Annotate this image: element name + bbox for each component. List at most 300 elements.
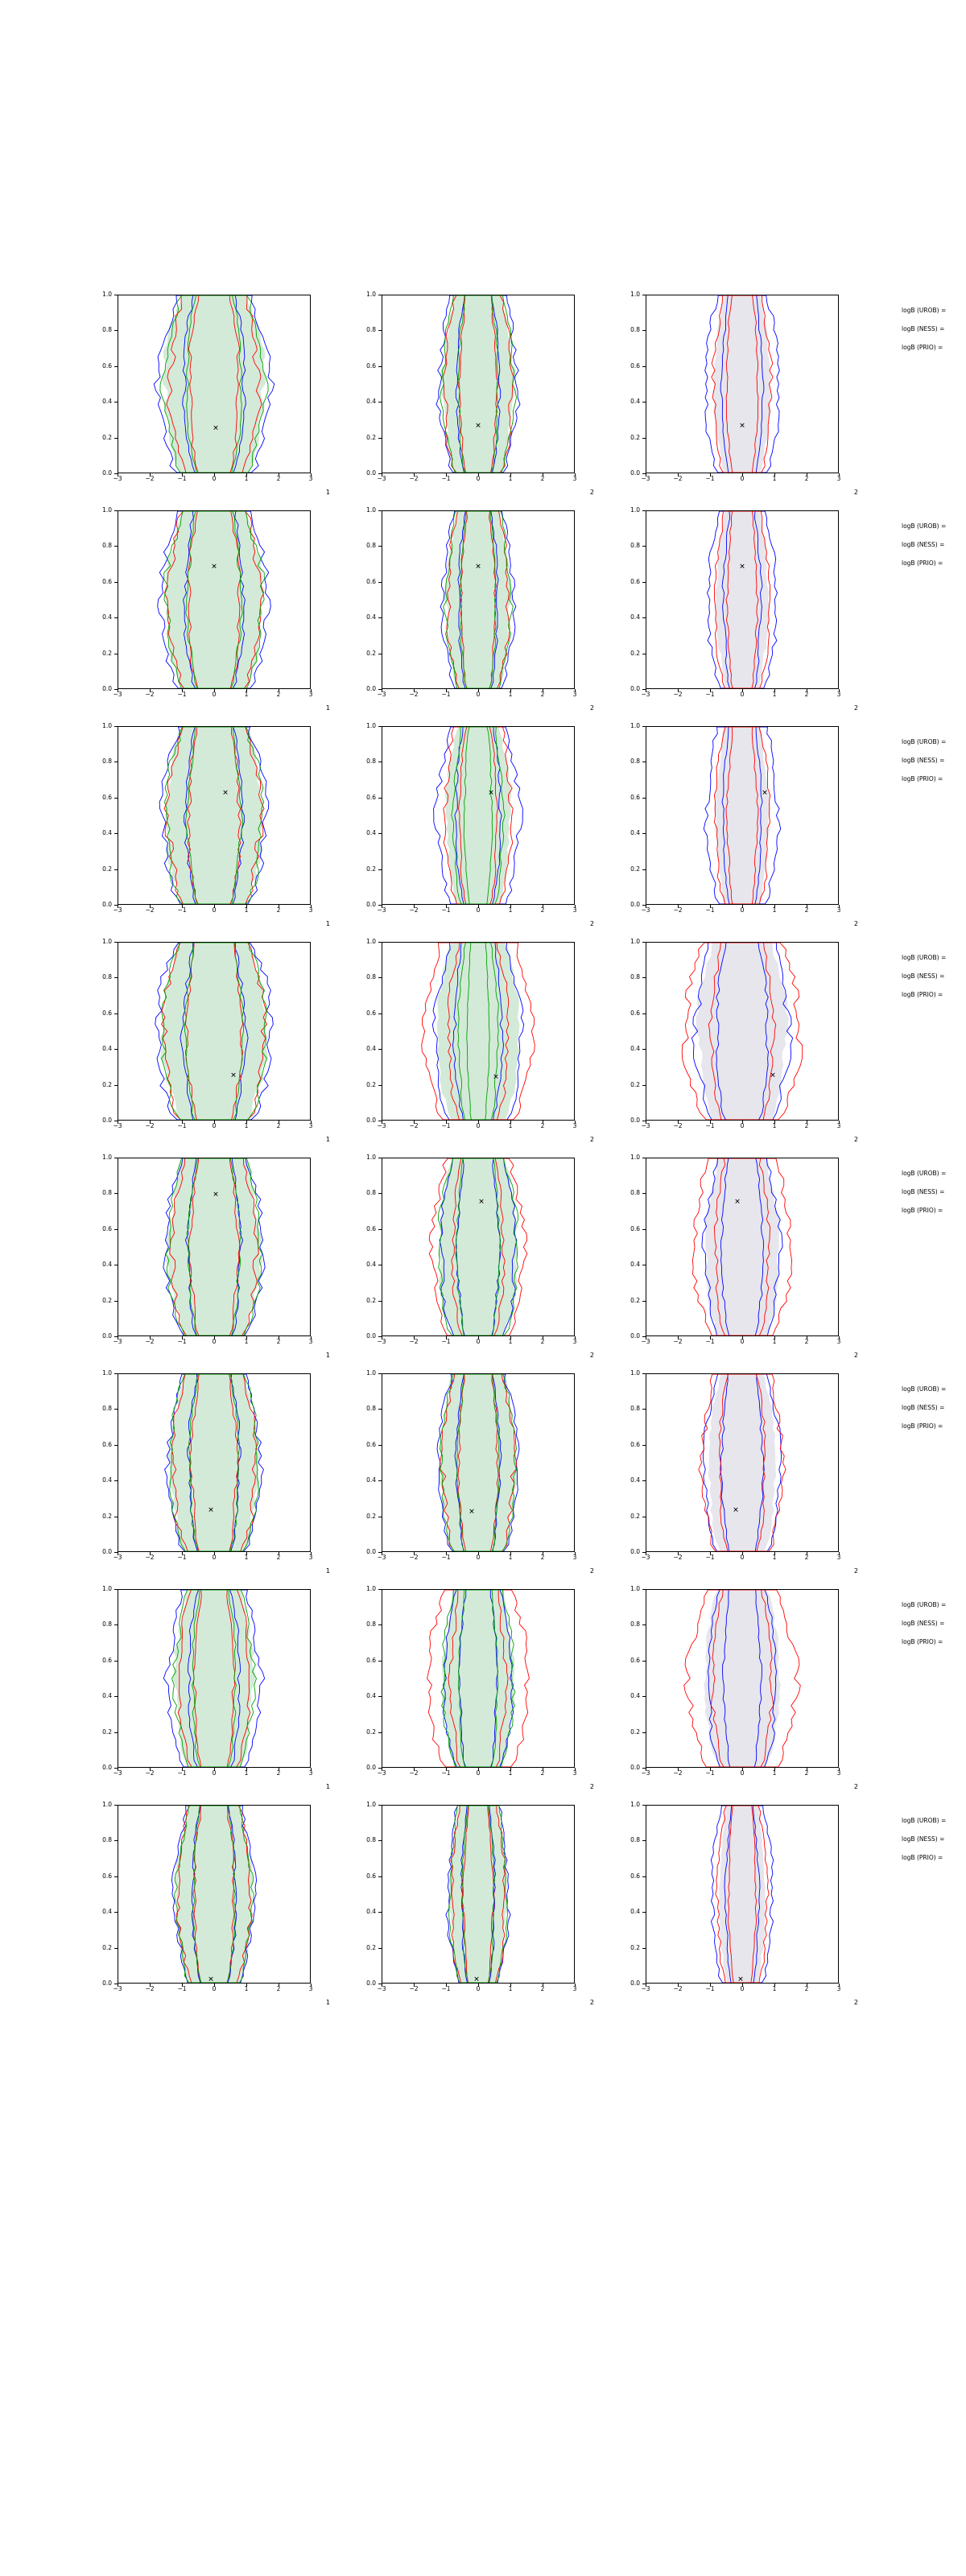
panel-label: 2 bbox=[589, 1136, 594, 1143]
x-tick-label: 0 bbox=[740, 906, 745, 914]
y-tick-label: 1.0 bbox=[366, 1801, 376, 1808]
x-tick-label: 0 bbox=[740, 691, 745, 698]
x-tick-label: −1 bbox=[441, 1338, 451, 1345]
x-tick-label: −2 bbox=[145, 1122, 155, 1129]
y-tick-label: 0.6 bbox=[102, 1656, 112, 1664]
panel-label: 1 bbox=[325, 1567, 330, 1575]
y-tick-label: 0.8 bbox=[102, 973, 112, 981]
y-tick-label: 0.4 bbox=[630, 1045, 640, 1053]
y-tick-label: 0.2 bbox=[630, 865, 640, 873]
plot-area bbox=[646, 726, 839, 905]
x-tick-label: 3 bbox=[308, 475, 313, 482]
legend-line-urob: logB (UROB) = bbox=[902, 307, 947, 314]
legend-line-prio: logB (PRIO) = bbox=[902, 1422, 943, 1430]
y-tick-label: 0.2 bbox=[630, 1943, 640, 1951]
y-tick-label: 1.0 bbox=[102, 1585, 112, 1592]
plot-area bbox=[646, 942, 839, 1121]
y-tick-label: 0.6 bbox=[102, 1872, 112, 1880]
x-tick-label: 2 bbox=[804, 691, 809, 698]
x-axis-tick-labels bbox=[377, 1985, 577, 1996]
truth-marker-x: ✕ bbox=[208, 1506, 214, 1515]
x-tick-label: 2 bbox=[276, 1122, 281, 1129]
x-tick-label: −1 bbox=[177, 691, 187, 698]
x-tick-label: −2 bbox=[145, 1554, 155, 1561]
contour-panel-r2c2 bbox=[359, 506, 601, 721]
panel-label: 2 bbox=[853, 1136, 858, 1143]
x-tick-label: 1 bbox=[244, 1338, 249, 1345]
x-tick-label: 2 bbox=[804, 906, 809, 914]
plot-area bbox=[118, 726, 311, 905]
legend-line-prio: logB (PRIO) = bbox=[902, 1854, 943, 1861]
x-axis-tick-labels bbox=[113, 906, 313, 918]
y-tick-label: 0.8 bbox=[102, 1189, 112, 1197]
x-tick-label: 0 bbox=[212, 475, 217, 482]
x-tick-label: 2 bbox=[804, 1554, 809, 1561]
y-tick-label: 0.4 bbox=[102, 1908, 112, 1916]
y-tick-label: 0.8 bbox=[630, 1620, 640, 1629]
y-tick-label: 1.0 bbox=[630, 1585, 640, 1592]
y-tick-label: 0.0 bbox=[366, 1117, 376, 1124]
x-tick-label: −2 bbox=[673, 1985, 683, 1992]
legend-line-urob: logB (UROB) = bbox=[902, 1385, 947, 1393]
panel-legend bbox=[902, 1600, 966, 1656]
y-axis-tick-labels bbox=[623, 938, 642, 1124]
y-axis-tick-labels bbox=[623, 722, 642, 908]
legend-line-prio: logB (PRIO) = bbox=[902, 559, 943, 567]
truth-marker-x: ✕ bbox=[734, 1198, 741, 1206]
y-tick-label: 0.6 bbox=[630, 1009, 640, 1017]
y-tick-label: 1.0 bbox=[630, 1369, 640, 1377]
x-tick-label: 3 bbox=[572, 1122, 577, 1129]
y-tick-label: 0.4 bbox=[630, 1476, 640, 1484]
y-tick-label: 0.4 bbox=[366, 1045, 376, 1053]
x-tick-label: −2 bbox=[409, 1122, 419, 1129]
y-tick-label: 0.4 bbox=[366, 1692, 376, 1700]
legend-line-ness: logB (NESS) = bbox=[902, 1404, 945, 1411]
x-tick-label: 2 bbox=[804, 1338, 809, 1345]
y-tick-label: 0.0 bbox=[102, 1332, 112, 1340]
x-tick-label: 2 bbox=[276, 691, 281, 698]
plot-area bbox=[118, 510, 311, 689]
x-axis-tick-labels bbox=[641, 1338, 841, 1349]
x-axis-tick-labels bbox=[377, 1122, 577, 1133]
y-tick-label: 0.8 bbox=[630, 542, 640, 550]
y-tick-label: 0.8 bbox=[630, 1189, 640, 1197]
panel-legend bbox=[902, 522, 966, 577]
x-axis-tick-labels bbox=[113, 475, 313, 486]
y-tick-label: 0.8 bbox=[102, 1405, 112, 1413]
y-tick-label: 0.8 bbox=[366, 758, 376, 766]
y-tick-label: 0.2 bbox=[630, 1296, 640, 1304]
legend-line-ness: logB (NESS) = bbox=[902, 1620, 945, 1627]
y-axis-tick-labels bbox=[359, 1801, 378, 1987]
x-axis-tick-labels bbox=[641, 1554, 841, 1565]
x-tick-label: 3 bbox=[308, 1769, 313, 1777]
contour-panel-r3c3 bbox=[623, 721, 865, 937]
y-tick-label: 0.2 bbox=[102, 1943, 112, 1951]
y-tick-label: 0.4 bbox=[102, 1692, 112, 1700]
plot-area bbox=[118, 1589, 311, 1768]
x-tick-label: −2 bbox=[145, 906, 155, 914]
x-tick-label: 3 bbox=[308, 1554, 313, 1561]
y-tick-label: 0.8 bbox=[366, 542, 376, 550]
x-tick-label: 2 bbox=[276, 1769, 281, 1777]
y-tick-label: 0.2 bbox=[102, 649, 112, 657]
x-tick-label: 0 bbox=[740, 1338, 745, 1345]
x-tick-label: 1 bbox=[508, 1985, 513, 1992]
x-tick-label: 0 bbox=[740, 1769, 745, 1777]
y-axis-tick-labels bbox=[623, 1154, 642, 1340]
x-tick-label: 2 bbox=[540, 1985, 545, 1992]
panel-legend bbox=[902, 1816, 966, 1872]
truth-marker-x: ✕ bbox=[737, 1975, 744, 1984]
x-tick-label: 1 bbox=[508, 906, 513, 914]
legend-line-urob: logB (UROB) = bbox=[902, 738, 947, 745]
x-tick-label: 2 bbox=[276, 906, 281, 914]
y-tick-label: 0.6 bbox=[630, 577, 640, 585]
plot-area bbox=[646, 1158, 839, 1336]
x-tick-label: 2 bbox=[540, 1122, 545, 1129]
y-tick-label: 1.0 bbox=[630, 1154, 640, 1161]
plot-area bbox=[382, 1589, 575, 1768]
truth-marker-x: ✕ bbox=[733, 1506, 739, 1515]
x-tick-label: 3 bbox=[308, 906, 313, 914]
y-tick-label: 1.0 bbox=[102, 506, 112, 514]
x-tick-label: 3 bbox=[308, 1985, 313, 1992]
panel-row bbox=[95, 1800, 947, 2016]
y-tick-label: 0.2 bbox=[366, 1728, 376, 1736]
x-tick-label: 1 bbox=[244, 475, 249, 482]
legend-line-ness: logB (NESS) = bbox=[902, 972, 945, 980]
y-tick-label: 1.0 bbox=[366, 722, 376, 729]
contour-panel-r4c2 bbox=[359, 937, 601, 1153]
plot-area bbox=[118, 295, 311, 473]
plot-area bbox=[118, 1158, 311, 1336]
y-tick-label: 0.8 bbox=[102, 1836, 112, 1844]
panel-label: 2 bbox=[589, 1999, 594, 2006]
x-tick-label: −2 bbox=[145, 475, 155, 482]
y-tick-label: 0.6 bbox=[102, 577, 112, 585]
contour-panel-r2c1 bbox=[95, 506, 336, 721]
plot-area bbox=[382, 726, 575, 905]
x-tick-label: −2 bbox=[145, 691, 155, 698]
x-tick-label: −1 bbox=[441, 1985, 451, 1992]
y-tick-label: 0.8 bbox=[102, 758, 112, 766]
panel-label: 2 bbox=[589, 704, 594, 712]
x-axis-tick-labels bbox=[113, 1769, 313, 1781]
x-axis-tick-labels bbox=[113, 1554, 313, 1565]
x-tick-label: −3 bbox=[641, 1338, 650, 1345]
x-tick-label: −3 bbox=[113, 906, 122, 914]
x-tick-label: 3 bbox=[836, 475, 841, 482]
x-axis-tick-labels bbox=[641, 906, 841, 918]
panel-row bbox=[95, 1584, 947, 1800]
contour-panel-r6c3 bbox=[623, 1368, 865, 1584]
x-tick-label: −3 bbox=[377, 691, 386, 698]
truth-marker-x: ✕ bbox=[739, 422, 745, 431]
x-tick-label: −1 bbox=[441, 1122, 451, 1129]
legend-line-prio: logB (PRIO) = bbox=[902, 775, 943, 782]
x-tick-label: 0 bbox=[212, 1338, 217, 1345]
contour-panel-r4c1 bbox=[95, 937, 336, 1153]
y-tick-label: 0.0 bbox=[630, 1764, 640, 1771]
x-tick-label: −1 bbox=[441, 475, 451, 482]
x-tick-label: −1 bbox=[177, 1769, 187, 1777]
y-tick-label: 0.4 bbox=[102, 1261, 112, 1269]
y-tick-label: 0.4 bbox=[102, 398, 112, 406]
y-tick-label: 0.4 bbox=[630, 829, 640, 837]
panel-label: 2 bbox=[853, 1999, 858, 2006]
x-tick-label: 0 bbox=[212, 1985, 217, 1992]
y-tick-label: 0.2 bbox=[366, 1943, 376, 1951]
y-tick-label: 0.8 bbox=[102, 326, 112, 334]
legend-line-ness: logB (NESS) = bbox=[902, 1188, 945, 1195]
y-tick-label: 0.4 bbox=[102, 829, 112, 837]
panel-label: 1 bbox=[325, 1136, 330, 1143]
y-tick-label: 0.2 bbox=[366, 1512, 376, 1520]
x-tick-label: 0 bbox=[740, 1985, 745, 1992]
legend-line-ness: logB (NESS) = bbox=[902, 325, 945, 332]
x-tick-label: −3 bbox=[641, 1769, 650, 1777]
panel-label: 1 bbox=[325, 1999, 330, 2006]
y-tick-label: 0.0 bbox=[102, 901, 112, 908]
x-tick-label: 0 bbox=[212, 1769, 217, 1777]
x-tick-label: −3 bbox=[377, 906, 386, 914]
truth-marker-x: ✕ bbox=[213, 424, 219, 432]
y-tick-label: 0.4 bbox=[630, 1908, 640, 1916]
plot-area bbox=[646, 1373, 839, 1552]
contour-panel-r5c3 bbox=[623, 1153, 865, 1368]
x-axis-tick-labels bbox=[113, 1338, 313, 1349]
legend-line-prio: logB (PRIO) = bbox=[902, 344, 943, 351]
y-tick-label: 0.2 bbox=[366, 433, 376, 441]
truth-marker-x: ✕ bbox=[473, 1975, 480, 1984]
y-axis-tick-labels bbox=[95, 722, 114, 908]
y-tick-label: 0.4 bbox=[630, 613, 640, 621]
y-tick-label: 0.8 bbox=[102, 1620, 112, 1629]
x-tick-label: −3 bbox=[641, 475, 650, 482]
y-tick-label: 0.8 bbox=[366, 1620, 376, 1629]
x-tick-label: 2 bbox=[540, 1338, 545, 1345]
y-tick-label: 0.8 bbox=[366, 1405, 376, 1413]
x-tick-label: −3 bbox=[377, 1769, 386, 1777]
x-tick-label: 2 bbox=[276, 475, 281, 482]
panel-legend bbox=[902, 737, 966, 793]
y-tick-label: 0.2 bbox=[366, 1080, 376, 1088]
y-tick-label: 1.0 bbox=[630, 1801, 640, 1808]
x-tick-label: 3 bbox=[836, 1985, 841, 1992]
x-tick-label: −3 bbox=[113, 1985, 122, 1992]
y-tick-label: 0.0 bbox=[630, 1548, 640, 1555]
y-tick-label: 0.0 bbox=[102, 469, 112, 477]
x-tick-label: 3 bbox=[836, 1769, 841, 1777]
y-tick-label: 0.0 bbox=[630, 1332, 640, 1340]
y-tick-label: 0.0 bbox=[630, 469, 640, 477]
y-tick-label: 0.8 bbox=[366, 1836, 376, 1844]
x-tick-label: 2 bbox=[540, 906, 545, 914]
y-tick-label: 0.0 bbox=[102, 1979, 112, 1987]
x-tick-label: −3 bbox=[113, 691, 122, 698]
x-tick-label: 0 bbox=[476, 691, 481, 698]
x-tick-label: −2 bbox=[409, 475, 419, 482]
plot-area bbox=[382, 295, 575, 473]
x-tick-label: −2 bbox=[673, 1769, 683, 1777]
x-tick-label: 1 bbox=[772, 475, 777, 482]
y-tick-label: 0.2 bbox=[630, 1512, 640, 1520]
x-tick-label: −1 bbox=[177, 1985, 187, 1992]
y-tick-label: 0.0 bbox=[366, 1548, 376, 1555]
y-axis-tick-labels bbox=[95, 938, 114, 1124]
y-tick-label: 1.0 bbox=[366, 938, 376, 945]
x-tick-label: 1 bbox=[508, 1122, 513, 1129]
y-tick-label: 0.2 bbox=[102, 865, 112, 873]
y-tick-label: 0.8 bbox=[102, 542, 112, 550]
x-tick-label: 2 bbox=[276, 1554, 281, 1561]
x-tick-label: −1 bbox=[177, 1122, 187, 1129]
y-tick-label: 0.2 bbox=[630, 1080, 640, 1088]
x-tick-label: −3 bbox=[113, 475, 122, 482]
y-tick-label: 0.8 bbox=[630, 758, 640, 766]
x-axis-tick-labels bbox=[641, 475, 841, 486]
y-tick-label: 0.0 bbox=[630, 901, 640, 908]
x-tick-label: −3 bbox=[641, 1122, 650, 1129]
contour-panel-r7c2 bbox=[359, 1584, 601, 1800]
y-tick-label: 0.2 bbox=[366, 1296, 376, 1304]
truth-marker-x: ✕ bbox=[469, 1508, 475, 1517]
x-tick-label: 3 bbox=[572, 1554, 577, 1561]
x-tick-label: −3 bbox=[377, 1122, 386, 1129]
x-tick-label: −1 bbox=[705, 475, 715, 482]
truth-marker-x: ✕ bbox=[475, 422, 481, 431]
y-tick-label: 0.6 bbox=[630, 1224, 640, 1232]
panel-label: 2 bbox=[589, 920, 594, 927]
y-tick-label: 0.6 bbox=[102, 793, 112, 801]
y-tick-label: 1.0 bbox=[102, 291, 112, 298]
y-tick-label: 1.0 bbox=[102, 722, 112, 729]
x-tick-label: 3 bbox=[836, 1554, 841, 1561]
x-axis-tick-labels bbox=[377, 475, 577, 486]
x-tick-label: 1 bbox=[508, 1338, 513, 1345]
y-tick-label: 0.0 bbox=[366, 1764, 376, 1771]
x-tick-label: 1 bbox=[244, 906, 249, 914]
panel-legend bbox=[902, 953, 966, 1009]
y-tick-label: 1.0 bbox=[102, 938, 112, 945]
y-tick-label: 0.0 bbox=[366, 901, 376, 908]
x-tick-label: 1 bbox=[244, 1769, 249, 1777]
panel-label: 2 bbox=[589, 1352, 594, 1359]
y-tick-label: 0.8 bbox=[630, 1405, 640, 1413]
x-tick-label: 0 bbox=[476, 1338, 481, 1345]
x-tick-label: 2 bbox=[804, 1122, 809, 1129]
panel-label: 2 bbox=[589, 1783, 594, 1790]
truth-marker-x: ✕ bbox=[222, 789, 229, 798]
panel-label: 2 bbox=[853, 1352, 858, 1359]
y-axis-tick-labels bbox=[359, 938, 378, 1124]
x-axis-tick-labels bbox=[377, 1554, 577, 1565]
legend-line-urob: logB (UROB) = bbox=[902, 1601, 947, 1608]
contour-panel-r2c3 bbox=[623, 506, 865, 721]
y-tick-label: 0.4 bbox=[366, 1476, 376, 1484]
y-tick-label: 0.0 bbox=[102, 685, 112, 692]
x-tick-label: 3 bbox=[308, 1122, 313, 1129]
y-tick-label: 0.6 bbox=[102, 1009, 112, 1017]
x-tick-label: 3 bbox=[572, 906, 577, 914]
plot-area bbox=[118, 1373, 311, 1552]
x-tick-label: 1 bbox=[508, 1554, 513, 1561]
contour-panel-r1c3 bbox=[623, 290, 865, 506]
x-tick-label: −1 bbox=[441, 1769, 451, 1777]
x-axis-tick-labels bbox=[641, 1769, 841, 1781]
truth-marker-x: ✕ bbox=[739, 563, 745, 572]
x-tick-label: −3 bbox=[377, 1338, 386, 1345]
x-axis-tick-labels bbox=[113, 1985, 313, 1996]
y-tick-label: 1.0 bbox=[102, 1801, 112, 1808]
contour-panel-r1c2 bbox=[359, 290, 601, 506]
y-tick-label: 0.4 bbox=[102, 613, 112, 621]
x-tick-label: 3 bbox=[572, 691, 577, 698]
x-tick-label: −1 bbox=[705, 1122, 715, 1129]
x-tick-label: −2 bbox=[673, 691, 683, 698]
contour-panel-r7c3 bbox=[623, 1584, 865, 1800]
x-axis-tick-labels bbox=[641, 1122, 841, 1133]
panel-label: 2 bbox=[853, 1567, 858, 1575]
panel-label: 1 bbox=[325, 489, 330, 496]
panel-row bbox=[95, 937, 947, 1153]
truth-marker-x: ✕ bbox=[475, 563, 481, 572]
y-tick-label: 0.4 bbox=[366, 829, 376, 837]
y-tick-label: 0.6 bbox=[366, 577, 376, 585]
y-axis-tick-labels bbox=[359, 1369, 378, 1555]
y-tick-label: 0.6 bbox=[366, 361, 376, 369]
plot-area bbox=[646, 1589, 839, 1768]
plot-area bbox=[646, 510, 839, 689]
x-tick-label: 2 bbox=[540, 475, 545, 482]
plot-area bbox=[646, 1805, 839, 1984]
panel-label: 2 bbox=[589, 1567, 594, 1575]
y-tick-label: 0.2 bbox=[630, 649, 640, 657]
x-tick-label: 3 bbox=[572, 1338, 577, 1345]
y-tick-label: 0.4 bbox=[630, 398, 640, 406]
x-tick-label: −2 bbox=[673, 1338, 683, 1345]
x-tick-label: −2 bbox=[409, 1338, 419, 1345]
panel-legend bbox=[902, 1385, 966, 1440]
x-tick-label: 1 bbox=[772, 1985, 777, 1992]
contour-panel-r6c1 bbox=[95, 1368, 336, 1584]
y-tick-label: 1.0 bbox=[630, 722, 640, 729]
y-axis-tick-labels bbox=[95, 1801, 114, 1987]
panel-row bbox=[95, 290, 947, 506]
x-axis-tick-labels bbox=[377, 906, 577, 918]
x-tick-label: 0 bbox=[212, 906, 217, 914]
x-axis-tick-labels bbox=[377, 1769, 577, 1781]
y-tick-label: 0.0 bbox=[102, 1117, 112, 1124]
panel-label: 2 bbox=[853, 704, 858, 712]
y-axis-tick-labels bbox=[623, 1585, 642, 1771]
truth-marker-x: ✕ bbox=[478, 1198, 485, 1206]
x-tick-label: 2 bbox=[276, 1338, 281, 1345]
y-tick-label: 0.2 bbox=[102, 433, 112, 441]
x-tick-label: −1 bbox=[705, 1985, 715, 1992]
x-tick-label: 0 bbox=[476, 1985, 481, 1992]
y-tick-label: 0.6 bbox=[102, 1224, 112, 1232]
y-tick-label: 0.6 bbox=[630, 361, 640, 369]
x-tick-label: 0 bbox=[212, 1554, 217, 1561]
y-tick-label: 0.8 bbox=[366, 973, 376, 981]
x-tick-label: −1 bbox=[705, 691, 715, 698]
y-tick-label: 0.8 bbox=[366, 1189, 376, 1197]
x-tick-label: −2 bbox=[409, 1769, 419, 1777]
legend-line-ness: logB (NESS) = bbox=[902, 757, 945, 764]
